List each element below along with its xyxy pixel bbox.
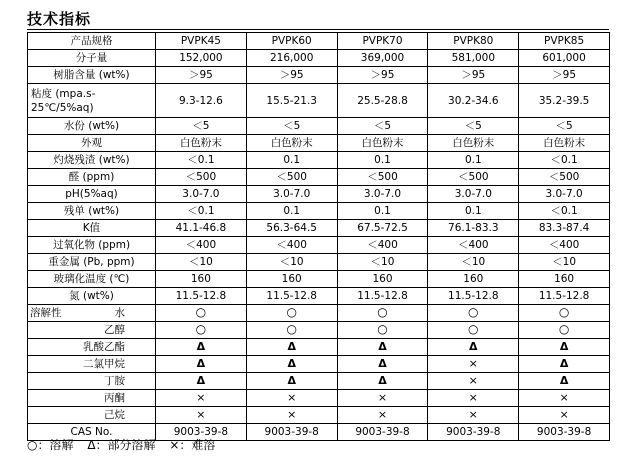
legend-soluble: ○：溶解 (27, 438, 74, 452)
cas-value: 9003-39-8 (246, 424, 337, 441)
solubility-cell (428, 390, 519, 407)
soluble-icon: ○ (195, 305, 207, 319)
solubility-row (28, 322, 610, 339)
spec-value: ＜5 (428, 118, 519, 135)
spec-value: ＜5 (156, 118, 247, 135)
spec-value: 601,000 (519, 50, 610, 67)
row-label: 树脂含量 (wt%) (28, 67, 156, 84)
solubility-cell (519, 305, 610, 322)
solubility-row (28, 356, 610, 373)
solubility-cell (428, 356, 519, 373)
soluble-icon: ○ (558, 322, 570, 336)
spec-value: ＜500 (246, 169, 337, 186)
row-label: 过氧化物 (ppm) (28, 237, 156, 254)
partly-soluble-icon: Δ (287, 374, 296, 387)
solubility-label-cell (28, 373, 156, 390)
spec-value: 35.2-39.5 (519, 84, 610, 118)
solubility-label-cell (28, 407, 156, 424)
spec-value: 11.5-12.8 (246, 288, 337, 305)
solubility-label-cell (28, 390, 156, 407)
spec-value: ＜10 (156, 254, 247, 271)
solubility-row (28, 407, 610, 424)
solubility-cell (246, 407, 337, 424)
insoluble-icon: × (196, 408, 206, 421)
spec-value: ＜10 (337, 254, 428, 271)
cas-value: 9003-39-8 (519, 424, 610, 441)
spec-value: 581,000 (428, 50, 519, 67)
insoluble-icon: × (287, 391, 297, 404)
spec-value: ＜400 (156, 237, 247, 254)
partly-soluble-icon: Δ (378, 374, 387, 387)
solubility-cell (428, 322, 519, 339)
title-divider (27, 29, 609, 30)
insoluble-icon: × (377, 408, 388, 421)
spec-row (28, 67, 610, 84)
header-row (28, 33, 610, 50)
solvent-name: 己烷 (104, 408, 125, 421)
insoluble-icon: × (287, 408, 297, 421)
spec-value: 3.0-7.0 (156, 186, 247, 203)
soluble-icon: ○ (558, 305, 570, 319)
partly-soluble-icon: Δ (287, 357, 296, 370)
spec-value: ＜400 (246, 237, 337, 254)
spec-value: 白色粉末 (519, 135, 610, 152)
spec-value: ＞95 (428, 67, 519, 84)
spec-value: ＜5 (337, 118, 428, 135)
spec-value: 0.1 (337, 203, 428, 220)
spec-value: 41.1-46.8 (156, 220, 247, 237)
partly-soluble-icon: Δ (559, 374, 569, 387)
spec-row (28, 220, 610, 237)
partly-soluble-icon: Δ (196, 374, 206, 387)
spec-row (28, 118, 610, 135)
spec-row (28, 84, 610, 118)
model-header: PVPK70 (337, 33, 428, 50)
spec-value: ＜500 (337, 169, 428, 186)
insoluble-icon: × (468, 391, 478, 404)
spec-value: 83.3-87.4 (519, 220, 610, 237)
solubility-cell (156, 407, 247, 424)
row-label: 灼烧残渣 (wt%) (28, 152, 156, 169)
cas-label: CAS No. (28, 424, 156, 441)
solubility-cell (519, 322, 610, 339)
spec-value: ＜400 (519, 237, 610, 254)
soluble-icon: ○ (195, 322, 207, 336)
solubility-cell (156, 373, 247, 390)
spec-value: 30.2-34.6 (428, 84, 519, 118)
spec-value: 15.5-21.3 (246, 84, 337, 118)
soluble-icon: ○ (468, 322, 479, 336)
spec-value: 11.5-12.8 (519, 288, 610, 305)
soluble-icon: ○ (377, 322, 388, 336)
spec-row (28, 169, 610, 186)
spec-row (28, 50, 610, 67)
legend-partly-soluble: Δ：部分溶解 (87, 438, 156, 452)
spec-value: 25.5-28.8 (337, 84, 428, 118)
insoluble-icon: × (196, 391, 206, 404)
solubility-label-cell (28, 322, 156, 339)
row-label: 外观 (28, 135, 156, 152)
solubility-cell (246, 305, 337, 322)
spec-value: ＜5 (246, 118, 337, 135)
solubility-label-cell (28, 356, 156, 373)
header-label: 产品规格 (28, 33, 156, 50)
spec-value: 11.5-12.8 (156, 288, 247, 305)
row-label: 粘度 (mpa.s-25℃/5%aq) (28, 84, 156, 118)
solubility-cell (337, 390, 428, 407)
solubility-cell (519, 339, 610, 356)
spec-value: ＜0.1 (519, 152, 610, 169)
model-header: PVPK60 (246, 33, 337, 50)
solubility-cell (337, 373, 428, 390)
spec-value: 160 (156, 271, 247, 288)
spec-value: 0.1 (428, 152, 519, 169)
spec-value: 3.0-7.0 (428, 186, 519, 203)
solubility-cell (156, 322, 247, 339)
solubility-cell (519, 373, 610, 390)
row-label: 玻璃化温度 (℃) (28, 271, 156, 288)
spec-value: 11.5-12.8 (428, 288, 519, 305)
model-header: PVPK85 (519, 33, 610, 50)
spec-value: 3.0-7.0 (246, 186, 337, 203)
soluble-icon: ○ (286, 305, 297, 319)
solvent-name: 乳酸乙酯 (83, 340, 125, 353)
spec-value: 白色粉末 (156, 135, 247, 152)
partly-soluble-icon: Δ (469, 340, 478, 353)
solvent-name: 二氯甲烷 (83, 357, 125, 370)
solvent-name: 丙酮 (104, 391, 125, 404)
cas-value: 9003-39-8 (428, 424, 519, 441)
solubility-cell (156, 305, 247, 322)
solubility-cell (337, 305, 428, 322)
solubility-cell (428, 305, 519, 322)
insoluble-icon: × (468, 408, 478, 421)
spec-value: 白色粉末 (428, 135, 519, 152)
spec-value: ＜500 (519, 169, 610, 186)
spec-value: ＜10 (428, 254, 519, 271)
partly-soluble-icon: Δ (196, 340, 206, 353)
row-label: 重金属 (Pb, ppm) (28, 254, 156, 271)
solubility-cell (519, 390, 610, 407)
model-header: PVPK80 (428, 33, 519, 50)
page-title: 技术指标 (27, 10, 92, 28)
soluble-icon: ○ (286, 322, 297, 336)
legend-insoluble: ×：难溶 (169, 438, 216, 452)
solubility-cell (246, 339, 337, 356)
spec-value: ＜0.1 (156, 152, 247, 169)
row-label: pH(5%aq) (28, 186, 156, 203)
legend (27, 436, 225, 453)
solubility-heading: 溶解性 (30, 306, 62, 319)
row-label: 残单 (wt%) (28, 203, 156, 220)
spec-row (28, 203, 610, 220)
insoluble-icon: × (468, 357, 478, 370)
solubility-cell (337, 322, 428, 339)
row-label: 氮 (wt%) (28, 288, 156, 305)
solubility-row (28, 305, 610, 322)
solubility-row (28, 339, 610, 356)
spec-row (28, 288, 610, 305)
solubility-cell (337, 339, 428, 356)
spec-value: 160 (428, 271, 519, 288)
spec-table-body (28, 33, 610, 441)
row-label: K值 (28, 220, 156, 237)
partly-soluble-icon: Δ (196, 357, 206, 370)
spec-value: ＞95 (156, 67, 247, 84)
solubility-cell (246, 390, 337, 407)
partly-soluble-icon: Δ (559, 340, 569, 353)
spec-value: ＜0.1 (156, 203, 247, 220)
solvent-name: 水 (114, 306, 125, 319)
solubility-cell (428, 373, 519, 390)
spec-value: 0.1 (337, 152, 428, 169)
insoluble-icon: × (377, 391, 388, 404)
spec-value: ＜500 (428, 169, 519, 186)
spec-value: 白色粉末 (337, 135, 428, 152)
solubility-cell (337, 356, 428, 373)
spec-value: 369,000 (337, 50, 428, 67)
spec-value: 白色粉末 (246, 135, 337, 152)
partly-soluble-icon: Δ (378, 357, 387, 370)
spec-value: ＞95 (337, 67, 428, 84)
partly-soluble-icon: Δ (559, 357, 569, 370)
spec-value: 216,000 (246, 50, 337, 67)
solubility-cell (156, 339, 247, 356)
insoluble-icon: × (559, 408, 569, 421)
model-header: PVPK45 (156, 33, 247, 50)
spec-row (28, 152, 610, 169)
spec-row (28, 271, 610, 288)
soluble-icon: ○ (377, 305, 388, 319)
spec-value: 0.1 (428, 203, 519, 220)
spec-value: 152,000 (156, 50, 247, 67)
spec-value: ＜10 (246, 254, 337, 271)
spec-value: ＞95 (519, 67, 610, 84)
solubility-cell (519, 407, 610, 424)
insoluble-icon: × (559, 391, 569, 404)
cas-value: 9003-39-8 (156, 424, 247, 441)
solubility-cell (337, 407, 428, 424)
solubility-label-cell (28, 305, 156, 322)
spec-value: 160 (519, 271, 610, 288)
row-label: 醛 (ppm) (28, 169, 156, 186)
spec-value: ＜400 (337, 237, 428, 254)
spec-value: ＜400 (428, 237, 519, 254)
spec-value: ＜500 (156, 169, 247, 186)
spec-value: 160 (246, 271, 337, 288)
spec-value: 56.3-64.5 (246, 220, 337, 237)
spec-value: ＜10 (519, 254, 610, 271)
insoluble-icon: × (468, 374, 478, 387)
partly-soluble-icon: Δ (287, 340, 296, 353)
solvent-name: 丁胺 (104, 374, 125, 387)
solubility-cell (156, 390, 247, 407)
spec-value: ＞95 (246, 67, 337, 84)
row-label: 水份 (wt%) (28, 118, 156, 135)
spec-value: 67.5-72.5 (337, 220, 428, 237)
soluble-icon: ○ (468, 305, 479, 319)
solubility-cell (428, 339, 519, 356)
spec-value: 160 (337, 271, 428, 288)
spec-value: 3.0-7.0 (519, 186, 610, 203)
solubility-cell (519, 356, 610, 373)
solubility-label-cell (28, 339, 156, 356)
solubility-cell (428, 407, 519, 424)
solubility-row (28, 373, 610, 390)
spec-value: ＜0.1 (519, 203, 610, 220)
solubility-row (28, 390, 610, 407)
row-label: 分子量 (28, 50, 156, 67)
spec-value: 0.1 (246, 152, 337, 169)
cas-value: 9003-39-8 (337, 424, 428, 441)
spec-value: 76.1-83.3 (428, 220, 519, 237)
spec-value: 11.5-12.8 (337, 288, 428, 305)
spec-row (28, 237, 610, 254)
spec-row (28, 186, 610, 203)
spec-value: 0.1 (246, 203, 337, 220)
spec-row (28, 254, 610, 271)
spec-value: 3.0-7.0 (337, 186, 428, 203)
spec-value: 9.3-12.6 (156, 84, 247, 118)
spec-row (28, 135, 610, 152)
partly-soluble-icon: Δ (378, 340, 387, 353)
spec-table (27, 32, 610, 441)
spec-value: ＜5 (519, 118, 610, 135)
solvent-name: 乙醇 (104, 323, 125, 336)
solubility-cell (156, 356, 247, 373)
solubility-cell (246, 373, 337, 390)
solubility-cell (246, 356, 337, 373)
solubility-cell (246, 322, 337, 339)
